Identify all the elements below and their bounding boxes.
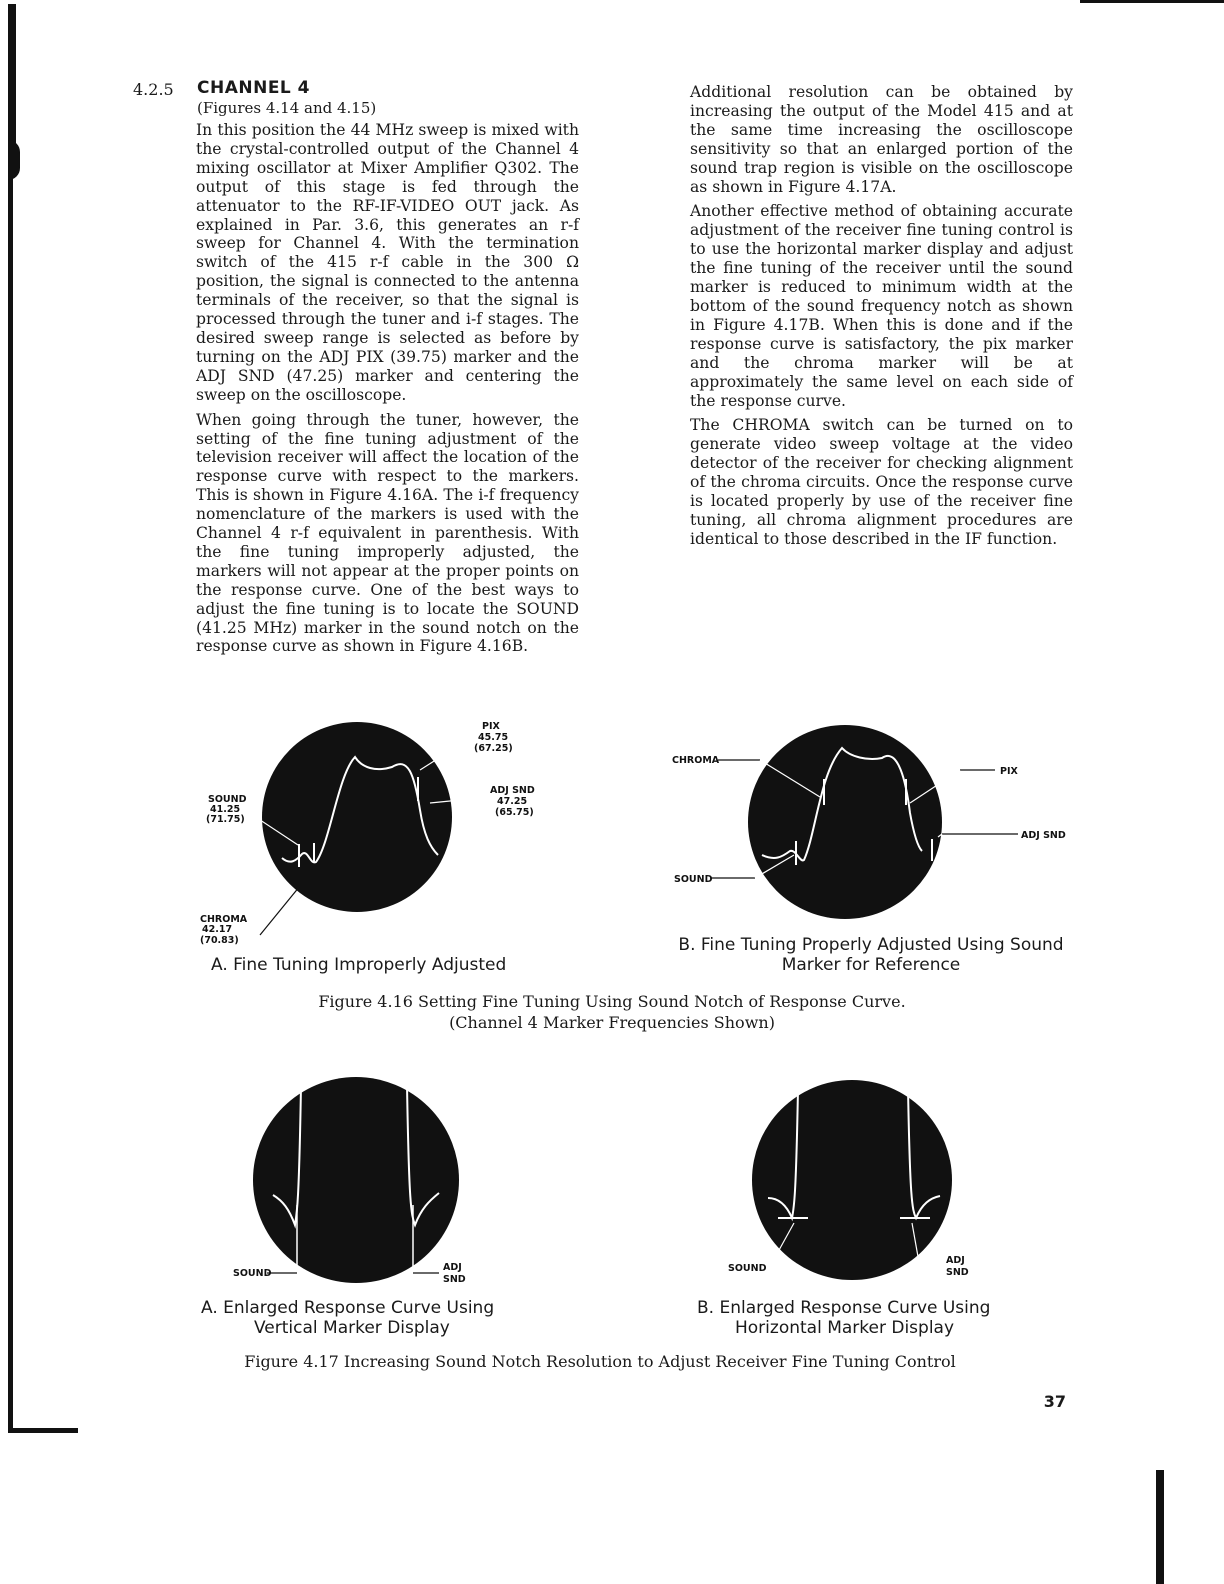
binding-edge-left — [8, 150, 13, 1430]
label-adj: ADJ — [946, 1255, 965, 1266]
label-pix: PIX — [1000, 766, 1018, 777]
label-snd: SND — [946, 1267, 969, 1278]
paragraph: Additional resolution can be obtained by increasing the output of the Model 415 and at the same time increasing the oscilloscope sensitivity so that an enlarged portion of the sound trap region is visible on the oscilloscope as shown in Figure 4.17A. — [690, 83, 1073, 196]
label-sound-ch: (71.75) — [206, 814, 245, 825]
caption-416b-line1: B. Fine Tuning Properly Adjusted Using Sound — [678, 935, 1064, 955]
section-title: CHANNEL 4 — [197, 78, 311, 98]
label-adj-snd-ch: (65.75) — [495, 807, 534, 818]
label-chroma: CHROMA — [672, 755, 720, 766]
figure-4-16a — [190, 715, 570, 955]
label-sound: SOUND — [728, 1263, 767, 1274]
label-adj: ADJ — [443, 1262, 462, 1273]
label-chroma: CHROMA — [200, 914, 248, 925]
label-snd: SND — [443, 1274, 466, 1285]
label-chroma-ch: (70.83) — [200, 935, 239, 946]
label-sound: SOUND — [233, 1268, 272, 1279]
caption-416b-line2: Marker for Reference — [781, 955, 961, 975]
scope-screen — [752, 1080, 952, 1280]
caption-417b-line2: Horizontal Marker Display — [735, 1318, 955, 1338]
label-pix-ch: (67.25) — [474, 743, 513, 754]
caption-416b — [666, 935, 1076, 975]
caption-417a — [201, 1298, 494, 1338]
figure-4-16-caption — [232, 991, 992, 1033]
caption-417a-line2: Vertical Marker Display — [254, 1318, 450, 1338]
label-chroma-freq: 42.17 — [202, 924, 233, 935]
caption-417a-line1: A. Enlarged Response Curve Using — [201, 1298, 495, 1318]
paragraph: Another effective method of obtaining accurate adjustment of the receiver fine tuning control is to use the horizontal marker display and adjust the fine tuning of the receiver until the sound marker is reduced to minimum width at the bottom of the sound frequency notch as shown in Figure 4.17B. When this is done and if the response curve is satisfactory, the pix marker and the chroma marker will be at approximately the same level on each side of the response curve. — [690, 202, 1073, 410]
caption-416a: A. Fine Tuning Improperly Adjusted — [211, 955, 507, 975]
paragraph: In this position the 44 MHz sweep is mixed with the crystal-controlled output of the Channel 4 mixing oscillator at Mixer Amplifier Q302. The output of this stage is fed through the attenuator to the RF-IF-VIDEO OUT jack. As explained in Par. 3.6, this generates an r-f sweep for Channel 4. With the termination switch of the 415 r-f cable in the 300 Ω position, the signal is connected to the antenna terminals of the receiver, so that the signal is processed through the tuner and i-f stages. The desired sweep range is selected as before by turning on the ADJ PIX (39.75) marker and the ADJ SND (47.25) marker and centering the sweep on the oscilloscope. — [196, 121, 579, 404]
scope-screen — [262, 722, 452, 912]
label-sound: SOUND — [208, 794, 247, 805]
label-pix: PIX — [482, 721, 500, 732]
paragraph: The CHROMA switch can be turned on to generate video sweep voltage at the video detector of the receiver for checking alignment of the chroma circuits. Once the response curve is located properly by use of the receiver fine tuning, all chroma alignment procedures are identical to those described in the IF function. — [690, 416, 1073, 548]
label-sound-freq: 41.25 — [210, 804, 241, 815]
section-number: 4.2.5 — [133, 80, 174, 99]
section-subtitle: (Figures 4.14 and 4.15) — [197, 99, 377, 117]
binding-tab — [8, 140, 20, 180]
figure-4-16b — [670, 715, 1080, 930]
top-rule — [1080, 0, 1224, 3]
right-column — [690, 83, 1073, 555]
label-adj-snd-freq: 47.25 — [497, 796, 528, 807]
label-adj-snd: ADJ SND — [1021, 830, 1066, 841]
scope-screen — [748, 725, 942, 919]
fig416-caption-line2: (Channel 4 Marker Frequencies Shown) — [449, 1013, 775, 1032]
caption-417b-line1: B. Enlarged Response Curve Using — [697, 1298, 991, 1318]
left-column — [196, 121, 579, 662]
figure-4-17a — [225, 1075, 495, 1295]
label-sound: SOUND — [674, 874, 713, 885]
figure-4-17-caption: Figure 4.17 Increasing Sound Notch Resolution to Adjust Receiver Fine Tuning Control — [244, 1352, 956, 1371]
figure-4-17b — [722, 1078, 992, 1293]
fig416-caption-line1: Figure 4.16 Setting Fine Tuning Using Sound Notch of Response Curve. — [318, 992, 906, 1011]
binding-edge-right — [1156, 1470, 1164, 1584]
label-adj-snd: ADJ SND — [490, 785, 535, 796]
caption-417b — [697, 1298, 990, 1338]
paragraph: When going through the tuner, however, the setting of the fine tuning adjustment of the television receiver will affect the location of the response curve with respect to the markers. This is shown in Figure 4.16A. The i-f frequency nomenclature of the markers is used with the Channel 4 r-f equivalent in parenthesis. With the fine tuning improperly adjusted, the markers will not appear at the proper points on the response curve. One of the best ways to adjust the fine tuning is to locate the SOUND (41.25 MHz) marker in the sound notch on the response curve as shown in Figure 4.16B. — [196, 410, 579, 656]
label-pix-freq: 45.75 — [478, 732, 509, 743]
leader-pix — [420, 735, 475, 770]
binding-foot — [8, 1428, 78, 1433]
page-number: 37 — [1043, 1392, 1066, 1411]
scope-screen — [253, 1077, 459, 1283]
